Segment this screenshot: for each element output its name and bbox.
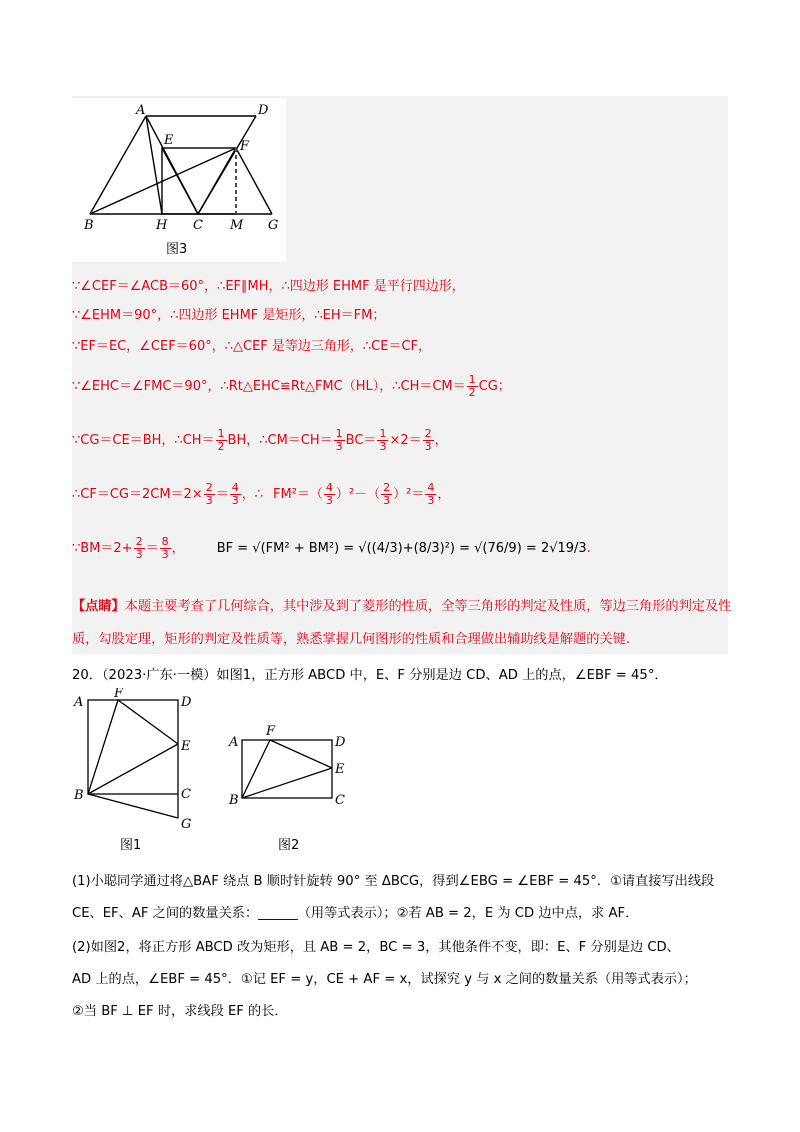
part-1-line-1: (1)小聪同学通过将△BAF 绕点 B 顺时针旋转 90° 至 ΔBCG，得到∠EBG = ∠EBF = 45°．①请直接写出线段 (72, 874, 715, 889)
fig2-label-E: E (335, 762, 345, 777)
label-A: A (136, 103, 146, 118)
segment-FB (90, 148, 236, 214)
fig2-label-F: F (266, 724, 276, 739)
fraction-four-thirds: $\frac{4}{3}$ (231, 481, 239, 507)
solution-line-5 (72, 428, 448, 453)
square-ABCD (88, 700, 178, 794)
formula-sqrt-expr: √((4/3)+(8/3)²) (358, 541, 455, 556)
solution-line-7-a: ∵BM＝2+ (72, 541, 133, 556)
fraction-one-half-b: $\frac{1}{2}$ (217, 427, 225, 453)
figure-1-diagram (72, 688, 212, 848)
fraction-eight-thirds: $\frac{8}{3}$ (161, 535, 169, 561)
solution-line-5-c: BC＝ (345, 433, 377, 448)
key-point-note (72, 590, 732, 656)
fig2-label-B: B (229, 793, 239, 808)
fig2-label-C: C (335, 793, 345, 808)
segment-FC (198, 148, 236, 214)
segment-FG (236, 148, 272, 214)
solution-line-2: ∵∠EHM＝90°，∴四边形 EHMF 是矩形，∴EH＝FM； (72, 308, 386, 323)
fraction-four-thirds-b: $\frac{4}{3}$ (325, 481, 333, 507)
solution-line-5-b: BH，∴CM＝CH＝ (227, 433, 333, 448)
solution-line-7-c: ， (171, 541, 185, 556)
figure-1-caption: 图1 (120, 838, 142, 853)
solution-line-6-d: FM²＝（ (273, 487, 323, 502)
solution-line-5-d: ×2＝ (389, 433, 422, 448)
figure-3 (72, 98, 286, 262)
solution-line-5-a: ∵CG＝CE＝BH，∴CH＝ (72, 433, 215, 448)
fraction-one-third-b: $\frac{1}{3}$ (379, 427, 387, 453)
segment-BE (242, 768, 332, 798)
key-point-tag: 【点睛】 (72, 599, 125, 614)
label-B: B (84, 218, 94, 233)
solution-line-6-b: ＝ (215, 487, 229, 502)
formula-bf: BF = √(FM² + BM²) = (216, 541, 359, 556)
solution-line-3: ∵EF＝EC，∠CEF＝60°，∴△CEF 是等边三角形，∴CE＝CF， (72, 339, 432, 354)
segment-BG (88, 794, 178, 818)
segment-FE (118, 700, 178, 744)
figure-2-diagram (226, 718, 356, 818)
label-C: C (193, 218, 203, 233)
part-2-line-3: ②当 BF ⊥ EF 时，求线段 EF 的长． (72, 1004, 288, 1019)
segment-AB (90, 116, 146, 214)
fig1-label-E: E (181, 739, 191, 754)
solution-line-6-f: ）²＝ (393, 487, 425, 502)
figure-2-caption: 图2 (278, 838, 300, 853)
solution-line-6-e: ）²－（ (335, 487, 381, 502)
fraction-two-thirds: $\frac{2}{3}$ (424, 427, 432, 453)
segment-FE (270, 740, 332, 768)
fraction-two-thirds-d: $\frac{2}{3}$ (135, 535, 143, 561)
solution-line-6-g: ， (437, 487, 451, 502)
fig1-label-G: G (181, 817, 192, 832)
formula-result: 2√19/3 (540, 541, 587, 556)
solution-line-7-b: ＝ (145, 541, 159, 556)
question-20-header: 20．（2023·广东·一模）如图1，正方形 ABCD 中，E、F 分别是边 CD、AD 上的点，∠EBF = 45°． (72, 668, 668, 683)
solution-line-7: ∵BM＝2+ $\frac{2}{3}$ ＝ $\frac{8}{3}$ ， BF = √(FM² + BM²) = √((4/3)+(8/3)²) = √(76/9) = 2√19/3. (72, 535, 591, 561)
solution-line-7-e: . (586, 541, 591, 556)
fig2-label-D: D (335, 735, 346, 750)
solution-line-6-a: ∴CF＝CG＝2CM＝2× (72, 487, 203, 502)
fig1-label-B: B (74, 788, 84, 803)
label-G: G (268, 218, 279, 233)
solution-line-5-e: ， (434, 433, 448, 448)
solution-line-6 (72, 482, 450, 507)
part-2-line-1: (2)如图2，将正方形 ABCD 改为矩形，且 AB = 2，BC = 3，其他条件不变，即：E、F 分别是边 CD、 (72, 940, 680, 955)
rectangle-EHMF (162, 148, 236, 214)
label-E: E (164, 133, 174, 148)
label-M: M (230, 218, 244, 233)
solution-line-1: ∵∠CEF＝∠ACB＝60°，∴EF∥MH，∴四边形 EHMF 是平行四边形， (72, 279, 465, 294)
label-D: D (258, 103, 269, 118)
part-1-line-2: CE、EF、AF 之间的数量关系：______（用等式表示）；②若 AB = 2，E 为 CD 边中点，求 AF． (72, 906, 639, 921)
fraction-two-thirds-b: $\frac{2}{3}$ (205, 481, 213, 507)
fig2-label-A: A (229, 735, 239, 750)
fig1-label-A: A (74, 695, 84, 710)
key-point-text: 本题主要考查了几何综合，其中涉及到了菱形的性质，全等三角形的判定及性质，等边三角形的判定及性质，勾股定理，矩形的判定及性质等，熟悉掌握几何图形的性质和合理做出辅助线是解题的关键. (72, 599, 732, 647)
solution-line-6-c: ，∴ (241, 487, 264, 502)
fraction-four-thirds-c: $\frac{4}{3}$ (427, 481, 435, 507)
segment-EC (162, 148, 198, 214)
segment-BF (242, 740, 270, 798)
fraction-one-third: $\frac{1}{3}$ (335, 427, 343, 453)
fraction-two-thirds-c: $\frac{2}{3}$ (383, 481, 391, 507)
solution-line-4 (72, 374, 511, 399)
fig1-label-D: D (181, 695, 192, 710)
part-2-line-2: AD 上的点，∠EBF = 45°．①记 EF = y，CE + AF = x，试探究 y 与 x 之间的数量关系（用等式表示）； (72, 972, 697, 987)
fig1-label-C: C (181, 787, 191, 802)
figure-3-diagram (72, 98, 286, 262)
formula-sqrt-frac: √(76/9) (474, 541, 522, 556)
label-F: F (240, 139, 250, 154)
figure-3-caption: 图3 (166, 242, 188, 257)
solution-line-4-end: CG； (478, 379, 511, 394)
fraction-one-half: $\frac{1}{2}$ (468, 373, 476, 399)
fig1-label-F: F (114, 688, 124, 701)
label-H: H (156, 218, 168, 233)
solution-line-4-text: ∵∠EHC＝∠FMC＝90°，∴Rt△EHC≌Rt△FMC（HL），∴CH＝CM＝ (72, 379, 466, 394)
